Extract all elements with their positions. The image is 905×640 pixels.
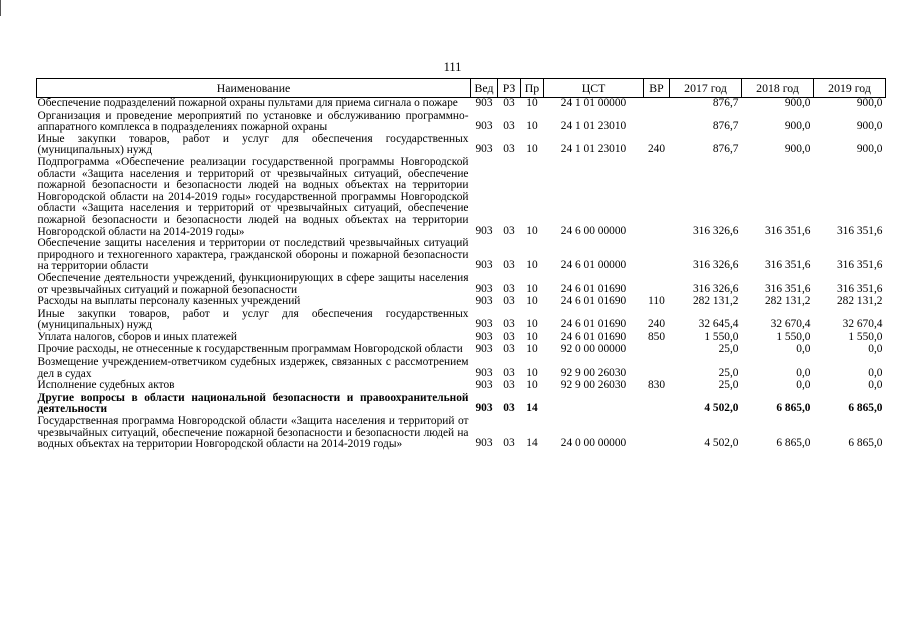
cell-2018: 6 865,0 [776,402,811,415]
cell-vr: 240 [647,143,666,156]
header-pr: Пр [521,79,544,98]
cell-ved: 903 [475,295,493,308]
cell-2019: 0,0 [868,366,883,379]
cell-cst: 24 0 00 00000 [560,437,627,450]
cell-ved: 903 [475,330,493,343]
cell-vr [644,98,670,111]
cell-cst [544,393,644,416]
header-ved: Вед [471,79,498,98]
cell-rz: 03 [503,97,515,109]
cell-name: Государственная программа Новгородской области «Защита населения и территорий от чрезвычайных ситуаций, обеспечение пожарной безопасности и безопасности людей на водных объектах на территории Новгородской области на 2014-2019 годы» [37,415,469,451]
cell-pr: 14 [526,402,538,415]
cell-2017: 25,0 [718,343,739,356]
cell-cst: 92 9 00 26030 [560,366,627,379]
cell-ved: 903 [475,437,493,450]
cell-2019: 316 351,6 [836,282,883,295]
cell-2017: 876,7 [712,120,739,133]
table-row [37,134,886,157]
cell-ved: 903 [475,224,493,237]
cell-2017: 316 326,6 [692,224,739,237]
cell-2019: 0,0 [868,343,883,356]
cell-cst: 24 6 01 00000 [560,259,627,272]
table-row [37,309,886,332]
cell-2017: 25,0 [718,366,739,379]
cell-ved: 903 [475,379,493,392]
cell-pr: 10 [526,366,538,379]
cell-2017: 316 326,6 [692,259,739,272]
budget-table [36,78,886,451]
cell-2019: 900,0 [856,143,883,156]
cell-name: Расходы на выплаты персоналу казенных учреждений [37,295,301,308]
cell-cst: 24 6 01 01690 [560,318,627,331]
cell-2019: 6 865,0 [848,437,883,450]
table-row [37,357,886,380]
cell-cst: 24 1 01 00000 [560,97,627,109]
cell-pr: 10 [526,97,538,109]
cell-cst: 24 1 01 23010 [560,120,627,133]
cell-cst: 92 9 00 26030 [560,379,627,392]
cell-vr: 830 [647,379,666,392]
cell-rz: 03 [503,330,515,343]
cell-name: Обеспечение деятельности учреждений, функционирующих в сфере защиты населения от чрезвычайных ситуаций и пожарной безопасности [37,271,469,296]
cell-name: Иные закупки товаров, работ и услуг для обеспечения государственных (муниципальных) нужд [37,307,469,332]
header-cst: ЦСТ [544,79,644,98]
cell-2018: 900,0 [784,97,811,109]
cell-vr [644,344,670,357]
cell-name: Обеспечение защиты населения и территории от последствий чрезвычайных ситуаций природного и техногенного характера, гражданской обороны и пожарной безопасности на территории области [37,237,469,273]
header-2017: 2017 год [670,79,742,98]
cell-vr [644,111,670,134]
cell-2019: 6 865,0 [848,402,883,415]
cell-rz: 03 [503,318,515,331]
table-row [37,238,886,273]
cell-2018: 0,0 [796,366,811,379]
cell-2018: 1 550,0 [776,330,811,343]
table-row [37,393,886,416]
table-row [37,157,886,238]
table-row [37,273,886,296]
cell-vr [644,416,670,451]
cell-pr: 14 [526,437,538,450]
cell-2019: 0,0 [868,379,883,392]
table-row [37,296,886,309]
header-rz: РЗ [498,79,521,98]
cell-vr [644,357,670,380]
cell-cst: 24 6 01 01690 [560,295,627,308]
table-row [37,98,886,111]
cell-name: Уплата налогов, сборов и иных платежей [37,330,237,343]
cell-pr: 10 [526,330,538,343]
cell-name: Иные закупки товаров, работ и услуг для обеспечения государственных (муниципальных) нужд [37,132,469,157]
cell-vr: 240 [647,318,666,331]
header-name: Наименование [37,79,471,98]
cell-rz: 03 [503,120,515,133]
cell-ved: 903 [475,402,493,415]
header-2018: 2018 год [742,79,814,98]
cell-2019: 1 550,0 [848,330,883,343]
cell-2018: 900,0 [784,120,811,133]
cell-rz: 03 [503,437,515,450]
cell-rz: 03 [503,343,515,356]
cell-2017: 876,7 [712,97,739,109]
cell-ved: 903 [475,120,493,133]
cell-cst: 24 6 01 01690 [560,330,627,343]
cell-2017: 32 645,4 [698,318,739,331]
cell-ved: 903 [475,143,493,156]
cell-pr: 10 [526,120,538,133]
cell-2018: 316 351,6 [764,282,811,295]
cell-2017: 316 326,6 [692,282,739,295]
cell-pr: 10 [526,318,538,331]
cell-vr [644,273,670,296]
cell-pr: 10 [526,343,538,356]
table-header-row [37,79,886,98]
cell-name: Прочие расходы, не отнесенные к государственным программам Новгородской области [37,343,463,356]
cell-2018: 282 131,2 [764,295,811,308]
cell-rz: 03 [503,282,515,295]
cell-2019: 32 670,4 [842,318,883,331]
cell-name: Подпрограмма «Обеспечение реализации государственной программы Новгородской области «Защита населения и территорий от чрезвычайных ситуаций, обеспечение пожарной безопасности и безопасности людей на водных объектах на территории Новгородской области на 2014-2019 годы» государственной программы Новгородской области «Защита населения и территорий от чрезвычайных ситуаций, обеспечение пожарной безопасности и безопасности людей на водных объектах на территории Новгородской области на 2014-2019 годы» [37,155,469,238]
cell-2018: 900,0 [784,143,811,156]
cell-pr: 10 [526,259,538,272]
cell-2017: 4 502,0 [704,402,739,415]
cell-name: Обеспечение подразделений пожарной охраны пультами для приема сигнала о пожаре [37,97,458,109]
cell-ved: 903 [475,318,493,331]
cell-2017: 25,0 [718,379,739,392]
header-vr: ВР [644,79,670,98]
cell-2019: 316 351,6 [836,224,883,237]
cell-2018: 0,0 [796,343,811,356]
table-row [37,416,886,451]
cell-rz: 03 [503,295,515,308]
table-row [37,111,886,134]
cell-vr [644,238,670,273]
cell-pr: 10 [526,379,538,392]
cell-2019: 900,0 [856,120,883,133]
scan-edge-mark [0,0,1,16]
cell-2019: 900,0 [856,97,883,109]
cell-2017: 4 502,0 [704,437,739,450]
cell-rz: 03 [503,379,515,392]
cell-name: Организация и проведение мероприятий по установке и обслуживанию программно-аппаратного комплекса в подразделениях пожарной охраны [37,109,469,134]
cell-cst: 92 0 00 00000 [560,343,627,356]
cell-2017: 1 550,0 [704,330,739,343]
cell-rz: 03 [503,402,515,415]
header-2019: 2019 год [814,79,886,98]
cell-2018: 0,0 [796,379,811,392]
page-number: 111 [443,60,462,74]
cell-cst: 24 1 01 23010 [560,143,627,156]
cell-pr: 10 [526,224,538,237]
cell-rz: 03 [503,224,515,237]
cell-2017: 876,7 [712,143,739,156]
cell-vr [644,393,670,416]
table-body [37,98,886,451]
cell-name: Возмещение учреждением-ответчиком судебных издержек, связанных с рассмотрением дел в судах [37,356,469,380]
cell-2019: 282 131,2 [836,295,883,308]
cell-ved: 903 [475,97,493,109]
cell-vr [644,157,670,238]
cell-2019: 316 351,6 [836,259,883,272]
cell-2018: 32 670,4 [770,318,811,331]
cell-ved: 903 [475,282,493,295]
cell-2018: 6 865,0 [776,437,811,450]
cell-2018: 316 351,6 [764,224,811,237]
cell-ved: 903 [475,259,493,272]
cell-name: Исполнение судебных актов [37,379,175,392]
cell-pr: 10 [526,295,538,308]
cell-pr: 10 [526,143,538,156]
cell-cst: 24 6 01 01690 [560,282,627,295]
cell-ved: 903 [475,366,493,379]
cell-cst: 24 6 00 00000 [560,224,627,237]
cell-vr: 110 [648,295,665,308]
cell-rz: 03 [503,143,515,156]
cell-2017: 282 131,2 [692,295,739,308]
table-row [37,380,886,393]
cell-2018: 316 351,6 [764,259,811,272]
cell-pr: 10 [526,282,538,295]
cell-vr: 850 [647,330,666,343]
cell-rz: 03 [503,259,515,272]
cell-ved: 903 [475,343,493,356]
cell-name: Другие вопросы в области национальной безопасности и правоохранительной деятельности [37,391,469,416]
cell-rz: 03 [503,366,515,379]
